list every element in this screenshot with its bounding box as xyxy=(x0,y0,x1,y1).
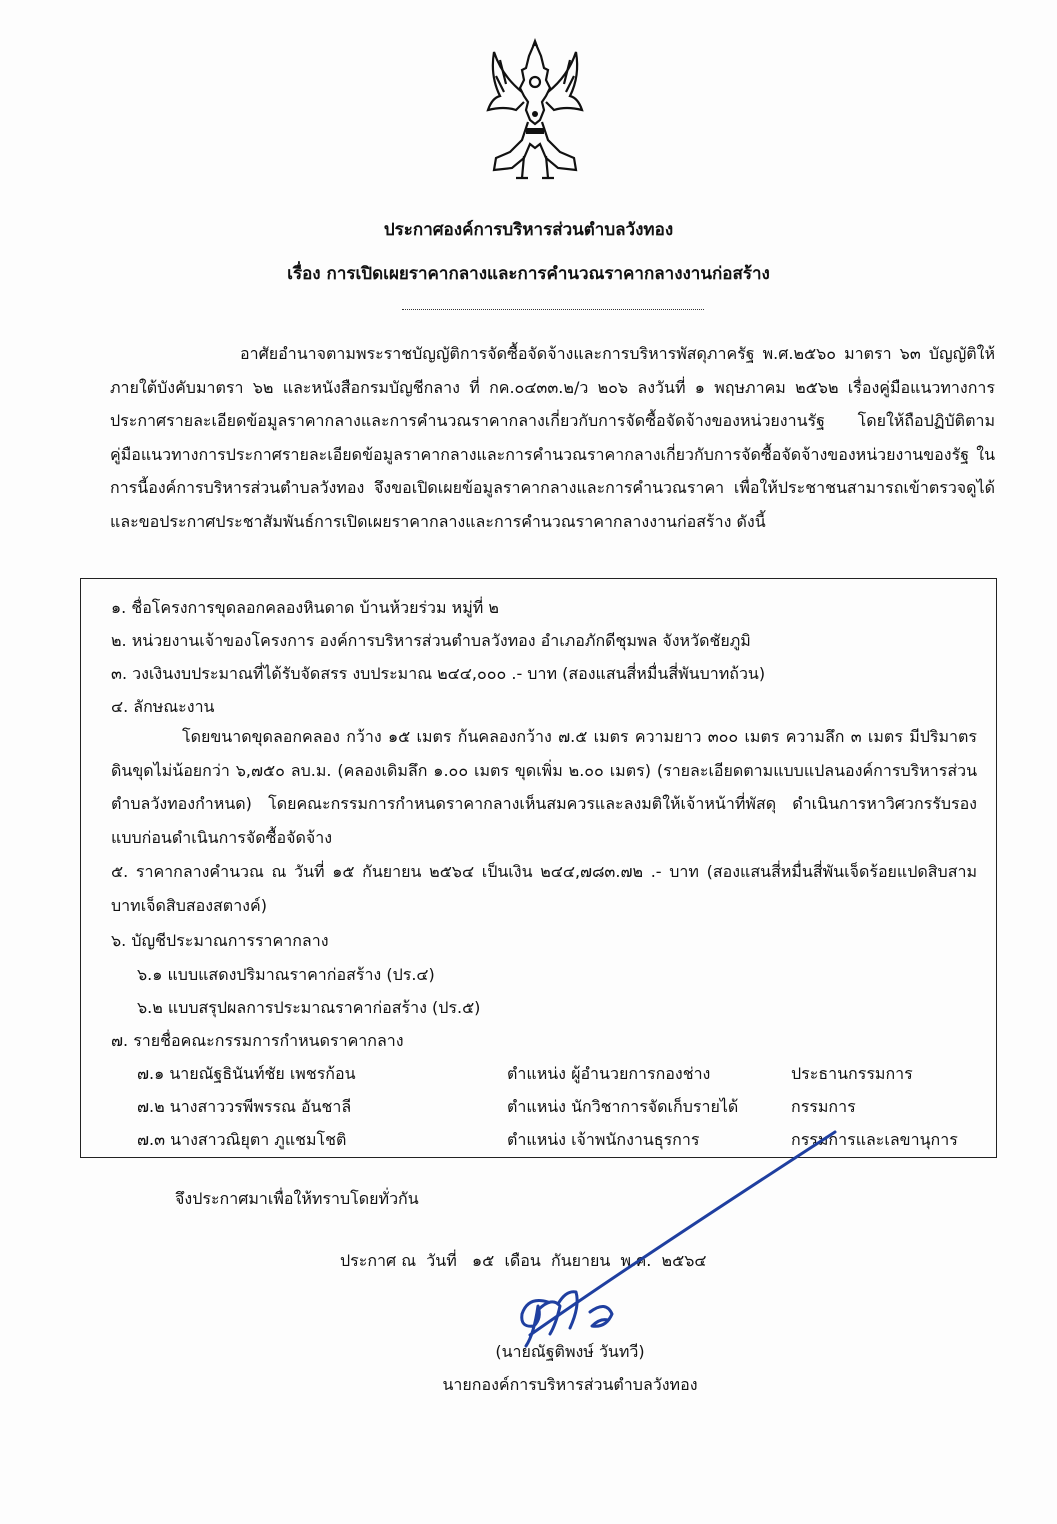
item-1-project-name: ๑. ชื่อโครงการขุดลอกคลองหินดาด บ้านห้วยร่วม หมู่ที่ ๒ xyxy=(111,598,499,617)
announcement-date: ประกาศ ณ วันที่ ๑๕ เดือน กันยายน พ.ศ. ๒๕๖๔ xyxy=(340,1251,707,1270)
closing-statement: จึงประกาศมาเพื่อให้ทราบโดยทั่วกัน xyxy=(175,1189,419,1208)
committee-position: ตำแหน่ง ผู้อำนวยการกองช่าง xyxy=(507,1064,711,1083)
item-2-owner-agency: ๒. หน่วยงานเจ้าของโครงการ องค์การบริหารส่วนตำบลวังทอง อำเภอภักดีชุมพล จังหวัดชัยภูมิ xyxy=(111,631,751,650)
announcement-subject: เรื่อง การเปิดเผยราคากลางและการคำนวณราคากลางงานก่อสร้าง xyxy=(287,264,770,284)
committee-name: ๗.๓ นางสาวณิยุตา ภูแชมโชติ xyxy=(137,1130,347,1149)
committee-name: ๗.๒ นางสาววรพีพรรณ อันชาลี xyxy=(137,1097,352,1116)
item-3-budget: ๓. วงเงินงบประมาณที่ได้รับจัดสรร งบประมาณ ๒๔๔,๐๐๐ .- บาท (สองแสนสี่หมื่นสี่พันบาทถ้วน) xyxy=(111,664,766,683)
committee-position: ตำแหน่ง เจ้าพนักงานธุรการ xyxy=(507,1130,700,1149)
signer-name: (นายณัฐติพงษ์ วันทวี) xyxy=(495,1342,645,1361)
committee-name: ๗.๑ นายณัฐธินันท์ชัย เพชรก้อน xyxy=(137,1064,356,1083)
committee-role: กรรมการและเลขานุการ xyxy=(791,1130,958,1149)
item-6-1: ๖.๑ แบบแสดงปริมาณราคาก่อสร้าง (ปร.๔) xyxy=(137,965,435,984)
item-6-2: ๖.๒ แบบสรุปผลการประมาณราคาก่อสร้าง (ปร.๕) xyxy=(137,998,481,1017)
project-details-box xyxy=(80,578,997,1158)
intro-paragraph: อาศัยอำนาจตามพระราชบัญญัติการจัดซื้อจัดจ้างและการบริหารพัสดุภาครัฐ พ.ศ.๒๕๖๐ มาตรา ๖๓ บัญญัติให้ภายใต้บังคับมาตรา ๖๒ และหนังสือกรมบัญชีกลาง ที่ กค.๐๔๓๓.๒/ว ๒๐๖ ลงวันที่ ๑ พฤษภาคม ๒๕๖๒ เรื่องคู่มือแนวทางการประกาศรายละเอียดข้อมูลราคากลางและการคำนวณราคากลางเกี่ยวกับการจัดซื้อจัดจ้างของหน่วยงานรัฐ โดยให้ถือปฏิบัติตามคู่มือแนวทางการประกาศรายละเอียดข้อมูลราคากลางและการคำนวณราคากลางเกี่ยวกับการจัดซื้อจัดจ้างของหน่วยงานของรัฐ ในการนี้องค์การบริหารส่วนตำบลวังทอง จึงขอเปิดเผยข้อมูลราคากลางและการคำนวณราคา เพื่อให้ประชาชนสามารถเข้าตรวจดูได้ และขอประกาศประชาสัมพันธ์การเปิดเผยราคากลางและการคำนวณราคากลางงานก่อสร้าง ดังนี้ xyxy=(110,344,995,531)
item-5-median-price: ๕. ราคากลางคำนวณ ณ วันที่ ๑๕ กันยายน ๒๕๖๔ เป็นเงิน ๒๔๔,๗๘๓.๗๒ .- บาท (สองแสนสี่หมื่นสี่พันเจ็ดร้อยแปดสิบสามบาทเจ็ดสิบสองสตางค์) xyxy=(111,862,977,915)
signer-position: นายกองค์การบริหารส่วนตำบลวังทอง xyxy=(442,1375,698,1394)
committee-role: ประธานกรรมการ xyxy=(791,1064,913,1083)
item-7-heading: ๗. รายชื่อคณะกรรมการกำหนดราคากลาง xyxy=(111,1031,404,1050)
handwritten-signature-icon xyxy=(430,1120,870,1360)
item-4-detail: โดยขนาดขุดลอกคลอง กว้าง ๑๕ เมตร ก้นคลองกว้าง ๗.๕ เมตร ความยาว ๓๐๐ เมตร ความลึก ๓ เมตร มีปริมาตรดินขุดไม่น้อยกว่า ๖,๗๕๐ ลบ.ม. (คลองเดิมลึก ๑.๐๐ เมตร ขุดเพิ่ม ๒.๐๐ เมตร) (รายละเอียดตามแบบแปลนองค์การบริหารส่วนตำบลวังทองกำหนด) โดยคณะกรรมการกำหนดราคากลางเห็นสมควรและลงมติให้เจ้าหน้าที่พัสดุ ดำเนินการหาวิศวกรรับรองแบบก่อนดำเนินการจัดซื้อจัดจ้าง xyxy=(111,727,977,847)
item-4-heading: ๔. ลักษณะงาน xyxy=(111,697,215,716)
dotted-separator xyxy=(402,309,704,310)
announcement-title: ประกาศองค์การบริหารส่วนตำบลวังทอง xyxy=(383,220,674,240)
item-6-heading: ๖. บัญชีประมาณการราคากลาง xyxy=(111,931,329,950)
garuda-emblem-icon xyxy=(482,36,588,186)
committee-role: กรรมการ xyxy=(791,1097,856,1116)
committee-position: ตำแหน่ง นักวิชาการจัดเก็บรายได้ xyxy=(507,1097,739,1116)
